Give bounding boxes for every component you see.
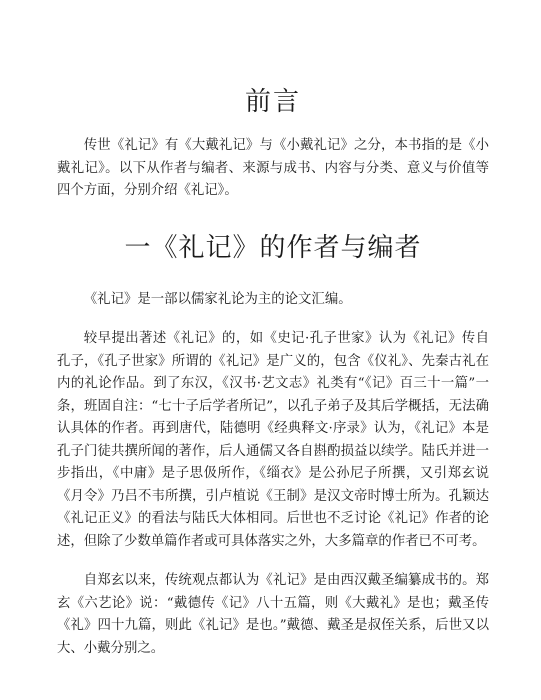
body-paragraph: 较早提出著述《礼记》的，如《史记·孔子世家》认为《礼记》传自孔子，《孔子世家》所谓的《礼记》是广义的，包含《仪礼》、先秦古礼在内的礼论作品。到了东汉，《汉书·艺文志》礼类有“《记》百三十一篇”一条，班固自注：“七十子后学者所记”，以孔子弟子及其后学概括，无法确认具体的作者。再到唐代，陆德明《经典释文·序录》认为，《礼记》本是孔子门徒共撰所闻的著作，后人通儒又各自斟酌损益以续学。陆氏并进一步指出，《中庸》是子思伋所作，《缁衣》是公孙尼子所撰，又引郑玄说《月令》乃吕不韦所撰，引卢植说《王制》是汉文帝时博士所为。孔颖达《礼记正义》的看法与陆氏大体相同。后世也不乏讨论《礼记》作者的论述，但除了少数单篇作者或可具体落实之外，大多篇章的作者已不可考。 [57,331,489,549]
section-heading: 一《礼记》的作者与编者 [124,232,422,263]
body-paragraph: 自郑玄以来，传统观点都认为《礼记》是由西汉戴圣编纂成书的。郑玄《六艺论》说：“戴德传《记》八十五篇，则《大戴礼》是也；戴圣传《礼》四十九篇，则此《礼记》是也。”戴德、戴圣是叔侄关系，后世又以大、小戴分别之。 [57,573,489,656]
page-title: 前言 [244,87,301,117]
intro-paragraph: 传世《礼记》有《大戴礼记》与《小戴礼记》之分，本书指的是《小戴礼记》。以下从作者与编者、来源与成书、内容与分类、意义与价值等四个方面，分别介绍《礼记》。 [57,138,489,198]
body-paragraph: 《礼记》是一部以儒家礼论为主的论文汇编。 [83,291,352,307]
